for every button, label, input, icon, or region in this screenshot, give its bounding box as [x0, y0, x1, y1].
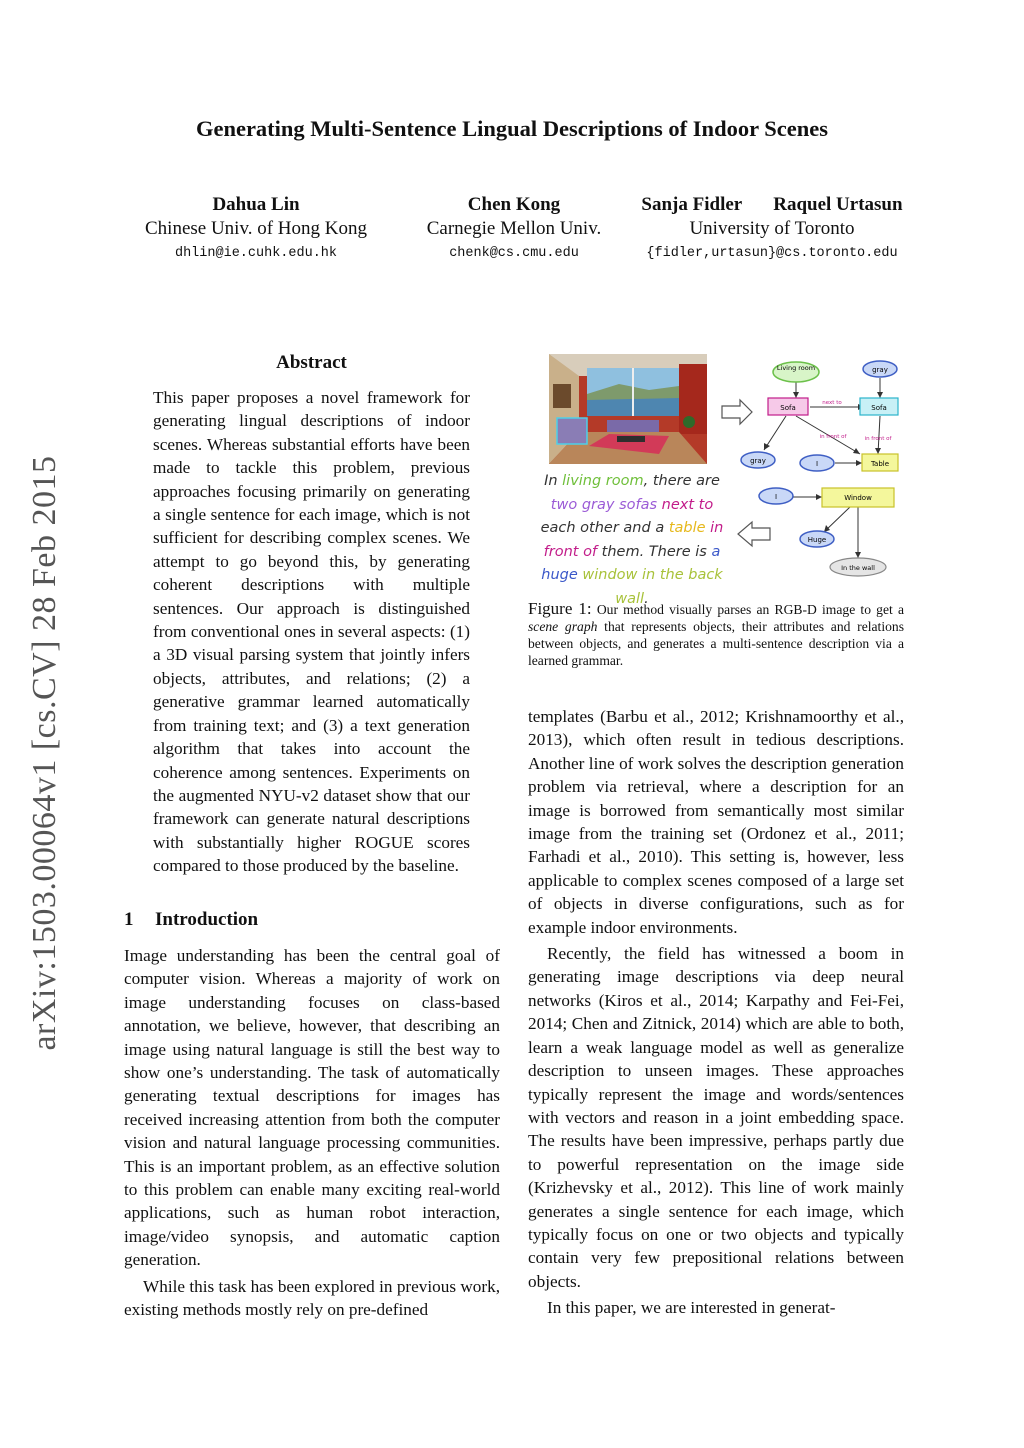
left-column-body — [124, 944, 500, 1322]
handwritten-segment: in the back wall — [615, 567, 723, 607]
arrow-right-icon — [722, 400, 752, 424]
author-name: Sanja Fidler — [641, 194, 743, 215]
node-one-2 — [759, 488, 793, 504]
caption-text: that represents objects, their attributes and relations between objects, and generates a multi-sentence description via a learned grammar. — [528, 619, 904, 668]
abstract-text: This paper proposes a novel framework for generating lingual descriptions of indoor scenes. Whereas substantial efforts have been made to tackle this problem, previous approaches focusing primarily on generating a single sentence for each image, which is not sufficient for describing complex scenes. We attempt to go beyond this, by generating coherent descriptions with multiple sentences. Our approach is distinguished from conventional ones in several aspects: (1) a 3D visual parsing system that jointly infers objects, attributes, and relations; (2) a generative grammar learned automatically from training text; and (3) a text generation algorithm that takes into account the coherence among sentences. Experiments on the augmented NYU-v2 dataset show that our framework can generate natural descriptions with substantially higher ROGUE scores compared to those produced by the baseline. — [153, 388, 470, 876]
author-fidler-urtasun — [622, 193, 922, 267]
handwritten-segment: . — [644, 590, 649, 607]
handwritten-segment: window — [582, 567, 638, 583]
arrow-left-icon — [738, 522, 770, 546]
node-label: Living room — [776, 364, 816, 372]
author-name: Dahua Lin — [212, 194, 300, 215]
author-email: chenk@cs.cmu.edu — [449, 246, 579, 261]
node-gray-1 — [863, 361, 897, 377]
node-label: gray — [750, 457, 766, 465]
node-label: Table — [870, 460, 890, 468]
paper-title: Generating Multi-Sentence Lingual Descriptions of Indoor Scenes — [195, 116, 829, 141]
node-huge — [800, 531, 834, 547]
edge-label: in front of — [864, 436, 892, 442]
node-label: Sofa — [871, 404, 887, 412]
paragraph: templates (Barbu et al., 2012; Krishnamoorthy et al., 2013), which often result in tedious descriptions. Another line of work solves the description generation problem via retrieval, where a description for an image is borrowed from semantically most similar image from the training set (Ordonez et al., 2011; Farhadi et al., 2010). This setting is, however, less applicable to complex scenes composed of a large set of objects in diverse configurations, such as for example indoor environments. — [528, 707, 904, 937]
author-affiliation: Chinese Univ. of Hong Kong — [145, 218, 367, 239]
handwritten-segment: In — [544, 473, 563, 489]
node-sofa-2 — [860, 398, 898, 415]
handwritten-segment: next to — [661, 496, 714, 513]
paragraph: Recently, the field has witnessed a boom in generating image descriptions via deep neural networks (Kiros et al., 2014; Karpathy and Fei-Fei, 2014; Chen and Zitnick, 2014) which are able to both, learn a weak language model as well as generalize description to unseen images. These approaches typically represent the image and words/sentences with vectors and reason in a joint embedding space. The results have been impressive, perhaps partly due to powerful representation on the image side (Krizhevsky et al., 2012). This line of work mainly generates a single sentence for each image, which typically focus on one or two objects and typically contain very few prepositional relations between objects. — [528, 944, 904, 1291]
node-one-1 — [800, 455, 834, 471]
paragraph: In this paper, we are interested in generat- — [547, 1298, 836, 1318]
edge-label: next to — [822, 400, 842, 406]
node-gray-2 — [741, 452, 775, 468]
author-email: dhlin@ie.cuhk.edu.hk — [174, 246, 338, 261]
caption-text: Our method visually parses an RGB-D image to get a — [596, 602, 904, 617]
indoor-scene-photo — [549, 354, 707, 464]
section-heading — [124, 909, 258, 931]
node-window — [822, 488, 894, 507]
node-label: I — [774, 493, 778, 501]
node-living-room — [773, 362, 819, 382]
caption-emphasis: scene graph — [528, 619, 598, 634]
caption-label: Figure 1: — [528, 599, 592, 618]
node-label: Huge — [807, 536, 827, 544]
right-column-body — [528, 705, 904, 1320]
author-affiliation: Carnegie Mellon Univ. — [426, 218, 602, 239]
handwritten-segment: each other and a — [540, 520, 669, 536]
author-name: Raquel Urtasun — [773, 194, 903, 215]
paragraph: While this task has been explored in previous work, existing methods mostly rely on pre-defined — [124, 1276, 500, 1320]
node-label: gray — [872, 366, 888, 374]
node-label: Window — [844, 494, 872, 502]
author-lin — [120, 193, 392, 267]
handwritten-segment: table — [668, 520, 706, 536]
author-kong — [400, 193, 628, 267]
handwritten-segment: two gray sofas — [550, 496, 658, 513]
section-title: Introduction — [155, 909, 259, 930]
section-number: 1 — [124, 909, 134, 930]
handwritten-segment: a huge — [541, 543, 721, 583]
node-table — [862, 454, 898, 471]
handwritten-segment: in front of — [543, 520, 724, 560]
handwritten-segment: , there are — [643, 473, 720, 489]
author-name: Chen Kong — [467, 194, 561, 215]
node-label: In the wall — [841, 564, 875, 572]
handwritten-segment: living room — [562, 473, 644, 489]
author-email: {fidler,urtasun}@cs.toronto.edu — [646, 246, 898, 261]
node-label: I — [815, 460, 819, 468]
paragraph: Image understanding has been the central goal of computer vision. Whereas a majority of work on image understanding focuses on class-based annotation, we believe, however, that describing an image using natural language is still the best way to show one’s understanding. The task of automatically generating textual descriptions for images has received increasing attention from both the computer vision and natural language processing communities. This is an important problem, as an effective solution to this problem can enable many exciting real-world applications, such as human robot interaction, image/video synopsis, and automatic caption generation. — [124, 946, 500, 1270]
figure-caption — [528, 600, 904, 669]
edge-label: in front of — [819, 434, 847, 440]
handwritten-segment: them. There is — [597, 543, 712, 560]
scene-graph — [700, 350, 920, 585]
author-affiliation: University of Toronto — [689, 218, 855, 239]
node-label: Sofa — [780, 404, 796, 412]
node-in-the-wall — [830, 558, 886, 576]
arxiv-stamp: arXiv:1503.00064v1 [cs.CV] 28 Feb 2015 — [26, 455, 63, 1051]
abstract-heading: Abstract — [276, 352, 347, 373]
node-sofa-1 — [768, 398, 808, 415]
